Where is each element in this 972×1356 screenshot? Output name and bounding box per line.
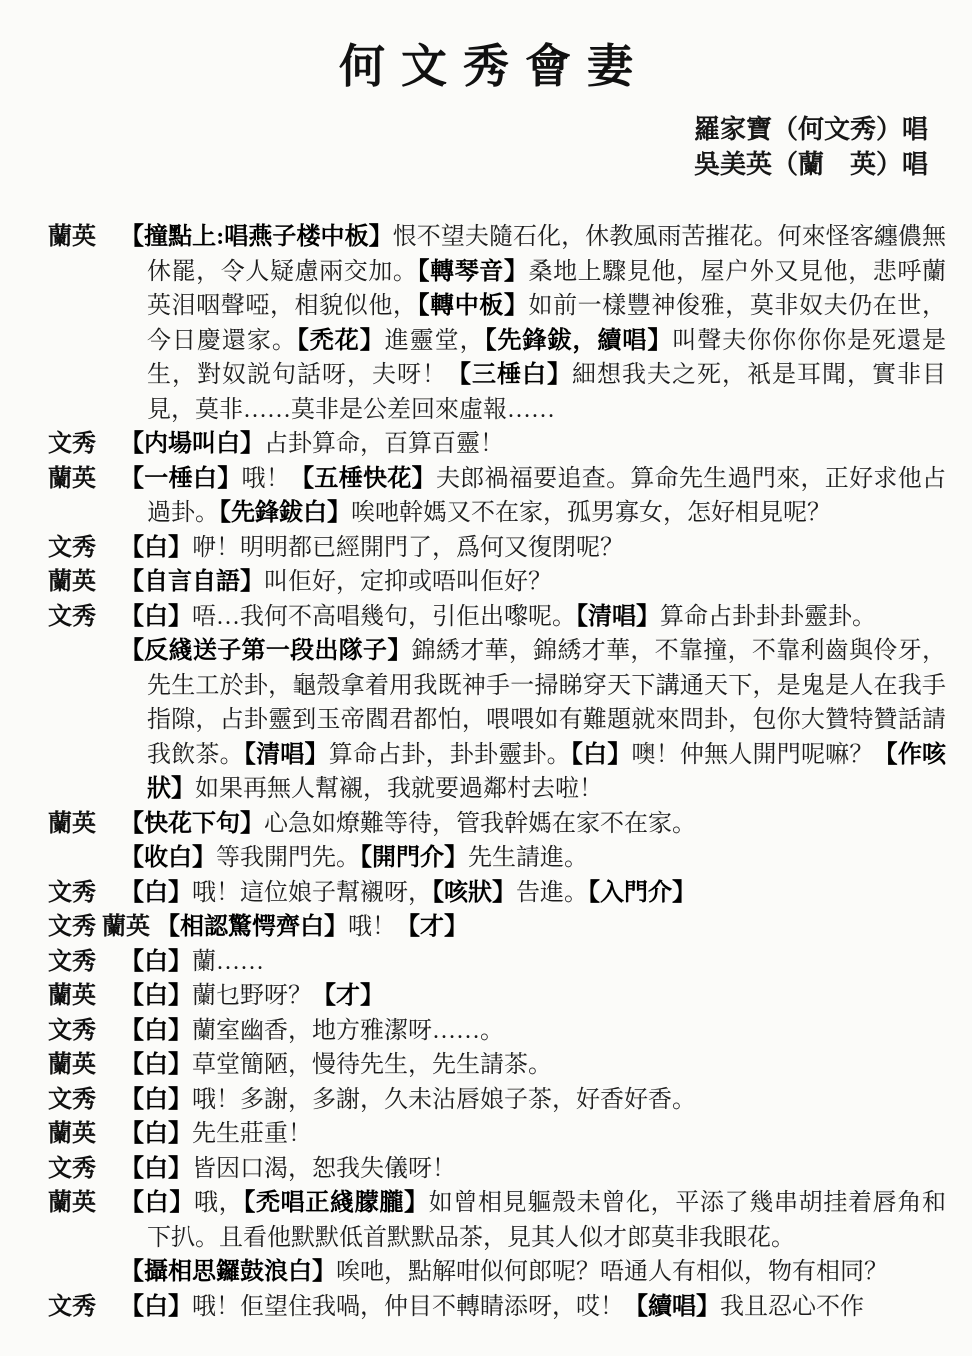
stage-direction: 【白】 [120,534,192,561]
credit-line-1: 羅家寶（何文秀）唱 [693,115,928,144]
stage-direction: 【收白】 [120,845,216,871]
speaker-label: 蘭英 [48,465,96,492]
speaker-label: 文秀 蘭英 [48,914,150,940]
stage-direction: 【白】 [120,1121,192,1147]
script-row [48,1117,946,1152]
stage-direction: 【續唱】 [624,1293,720,1320]
stage-direction: 【才】 [312,983,384,1009]
stage-direction: 【自言自語】 [120,569,264,595]
stage-direction: 【白】 [120,1086,192,1113]
stage-direction: 【白】 [120,948,192,975]
script-row [48,1014,946,1049]
dialogue-text: 【白】哦！這位娘子幫襯呀，【咳狀】告進。【入門介】 [120,879,696,906]
stage-direction: 【先鋒鈸，續唱】 [484,327,673,354]
script-row [48,807,946,842]
stage-direction: 【清唱】 [576,603,660,630]
script-row [48,1048,946,1083]
stage-direction: 【白】 [120,1017,192,1044]
speaker-label: 蘭英 [48,1190,96,1216]
script-row [48,1290,946,1325]
script-row [48,979,946,1014]
dialogue-text: 【白】蘭乜野呀？【才】 [120,983,384,1009]
dialogue-text: 【白】哦，【禿唱正綫朦朧】如曾相見軀殼未曾化，平添了幾串胡挂着唇角和下扒。且看他默默低首默默品茶，見其人似才郎莫非我眼花。 [120,1190,947,1251]
stage-direction: 【禿花】 [296,327,385,354]
stage-direction: 【入門介】 [588,879,696,906]
stage-direction: 【清唱】 [243,741,329,768]
script-row [48,876,946,911]
stage-direction: 【相認驚愕齊白】 [156,914,348,940]
dialogue-text: 【反綫送子第一段出隊子】錦綉才華，錦綉才華，不靠撞，不靠利齒與伶牙，先生工於卦，龜殼拿着用我既神手一掃睇穿天下講通天下，是鬼是人在我手指隙，占卦靈到玉帝閻君都怕，喂喂如有難題就來問卦，包你大贊特贊話請我飲茶。【清唱】算命占卦，卦卦靈卦。【白】噢！仲無人開門呢嘛？【作咳狀】如果再無人幫襯，我就要過鄰村去啦！ [120,638,947,802]
stage-direction: 【白】 [120,983,192,1009]
speaker-label: 文秀 [48,1293,96,1320]
stage-direction: 【内場叫白】 [120,431,264,457]
stage-direction: 【先鋒鈸白】 [219,500,351,526]
script-row [48,600,946,635]
stage-direction: 【反綫送子第一段出隊子】 [120,638,412,664]
stage-direction: 【咳狀】 [432,879,516,906]
dialogue-text: 【攝相思鑼鼓浪白】唉吔，點解咁似何郎呢？唔通人有相似，物有相同？ [120,1259,888,1285]
script-body [48,220,946,1324]
speaker-label: 文秀 [48,879,96,906]
speaker-label: 文秀 [48,1017,96,1044]
script-row [48,910,946,945]
stage-direction: 【撞點上:唱燕子楼中板】 [120,224,393,250]
dialogue-text: 【白】唔…我何不高唱幾句，引佢出嚟呢。【清唱】算命占卦卦卦靈卦。 [120,603,876,630]
dialogue-text: 【白】哦！佢望住我喎，仲目不轉睛添呀，哎！【續唱】我且忍心不作 [120,1293,864,1320]
dialogue-text: 【自言自語】叫佢好，定抑或唔叫佢好？ [120,569,552,595]
stage-direction: 【開門介】 [360,845,468,871]
credit-line-2: 吳美英（蘭 英）唱 [693,150,928,179]
dialogue-text: 【收白】等我開門先。【開門介】先生請進。 [120,845,588,871]
script-row [48,220,946,427]
script-row [48,945,946,980]
dialogue-text: 【白】咿！明明都已經開門了，爲何又復閉呢？ [120,534,624,561]
dialogue-text: 【快花下句】心急如燎難等待，管我幹媽在家不在家。 [120,810,696,837]
script-row [48,1186,946,1255]
stage-direction: 【一棰白】 [120,465,242,492]
dialogue-text: 【白】先生莊重！ [120,1121,312,1147]
dialogue-text: 【撞點上:唱燕子楼中板】恨不望夫隨石化，休教風雨苦摧花。何來怪客纏儂無休罷，令人疑慮兩交加。【轉琴音】桑地上驟見他，屋户外又見他，悲呼蘭英泪咽聲啞，相貌似他，【轉中板】如前一樣豐神俊雅，莫非奴夫仍在世，今日慶還家。【禿花】進靈堂，【先鋒鈸，續唱】叫聲夫你你你你是死還是生，對奴説句話呀，夫呀！【三棰白】細想我夫之死，衹是耳聞，實非目見，莫非……莫非是公差回來虛報…… [120,224,946,423]
stage-direction: 【白】 [120,1155,192,1182]
stage-direction: 【禿唱正綫朦朧】 [243,1190,429,1216]
credits-block [0,112,928,182]
speaker-label: 蘭英 [48,224,96,250]
dialogue-text: 【白】哦！多謝，多謝，久未沾唇娘子茶，好香好香。 [120,1086,696,1113]
script-row [48,427,946,462]
dialogue-text: 【白】皆因口渴，恕我失儀呀！ [120,1155,456,1182]
speaker-label: 蘭英 [48,810,96,837]
stage-direction: 【轉琴音】 [417,258,529,285]
speaker-label: 文秀 [48,603,96,630]
speaker-label: 蘭英 [48,569,96,595]
script-row [48,841,946,876]
speaker-label: 文秀 [48,1086,96,1113]
stage-direction: 【白】 [120,1052,192,1078]
speaker-label: 蘭英 [48,983,96,1009]
speaker-label: 文秀 [48,948,96,975]
stage-direction: 【攝相思鑼鼓浪白】 [120,1259,336,1285]
script-row [48,565,946,600]
speaker-label [48,1255,120,1290]
speaker-label: 蘭英 [48,1121,96,1147]
dialogue-text: 【白】蘭…… [120,948,264,975]
script-row [48,634,946,807]
speaker-label [48,634,120,807]
dialogue-text: 【相認驚愕齊白】哦！【才】 [156,914,468,940]
dialogue-text: 【一棰白】哦！【五棰快花】夫郎禍福要追查。算命先生過門來，正好求他占過卦。【先鋒鈸白】唉吔幹媽又不在家，孤男寡女，怎好相見呢？ [120,465,947,526]
stage-direction: 【作咳狀】 [147,741,947,802]
script-row [48,462,946,531]
dialogue-text: 【内場叫白】占卦算命，百算百靈！ [120,431,504,457]
speaker-label: 文秀 [48,534,96,561]
script-row [48,1152,946,1187]
speaker-label: 文秀 [48,431,96,457]
speaker-label: 蘭英 [48,1052,96,1078]
page-title: 何文秀會妻 [339,41,649,92]
script-row [48,1255,946,1290]
stage-direction: 【三棰白】 [447,362,572,388]
stage-direction: 【白】 [120,1293,192,1320]
dialogue-text: 【白】草堂簡陋，慢待先生，先生請茶。 [120,1052,552,1078]
stage-direction: 【白】 [120,603,192,630]
stage-direction: 【白】 [120,879,192,906]
stage-direction: 【五棰快花】 [290,465,436,492]
script-row [48,531,946,566]
speaker-label [48,841,120,876]
speaker-label: 文秀 [48,1155,96,1182]
stage-direction: 【轉中板】 [417,293,529,319]
dialogue-text: 【白】蘭室幽香，地方雅潔呀……。 [120,1017,504,1044]
script-row [48,1083,946,1118]
stage-direction: 【白】 [570,741,632,768]
stage-direction: 【才】 [396,914,468,940]
stage-direction: 【快花下句】 [120,810,264,837]
stage-direction: 【白】 [120,1190,194,1216]
